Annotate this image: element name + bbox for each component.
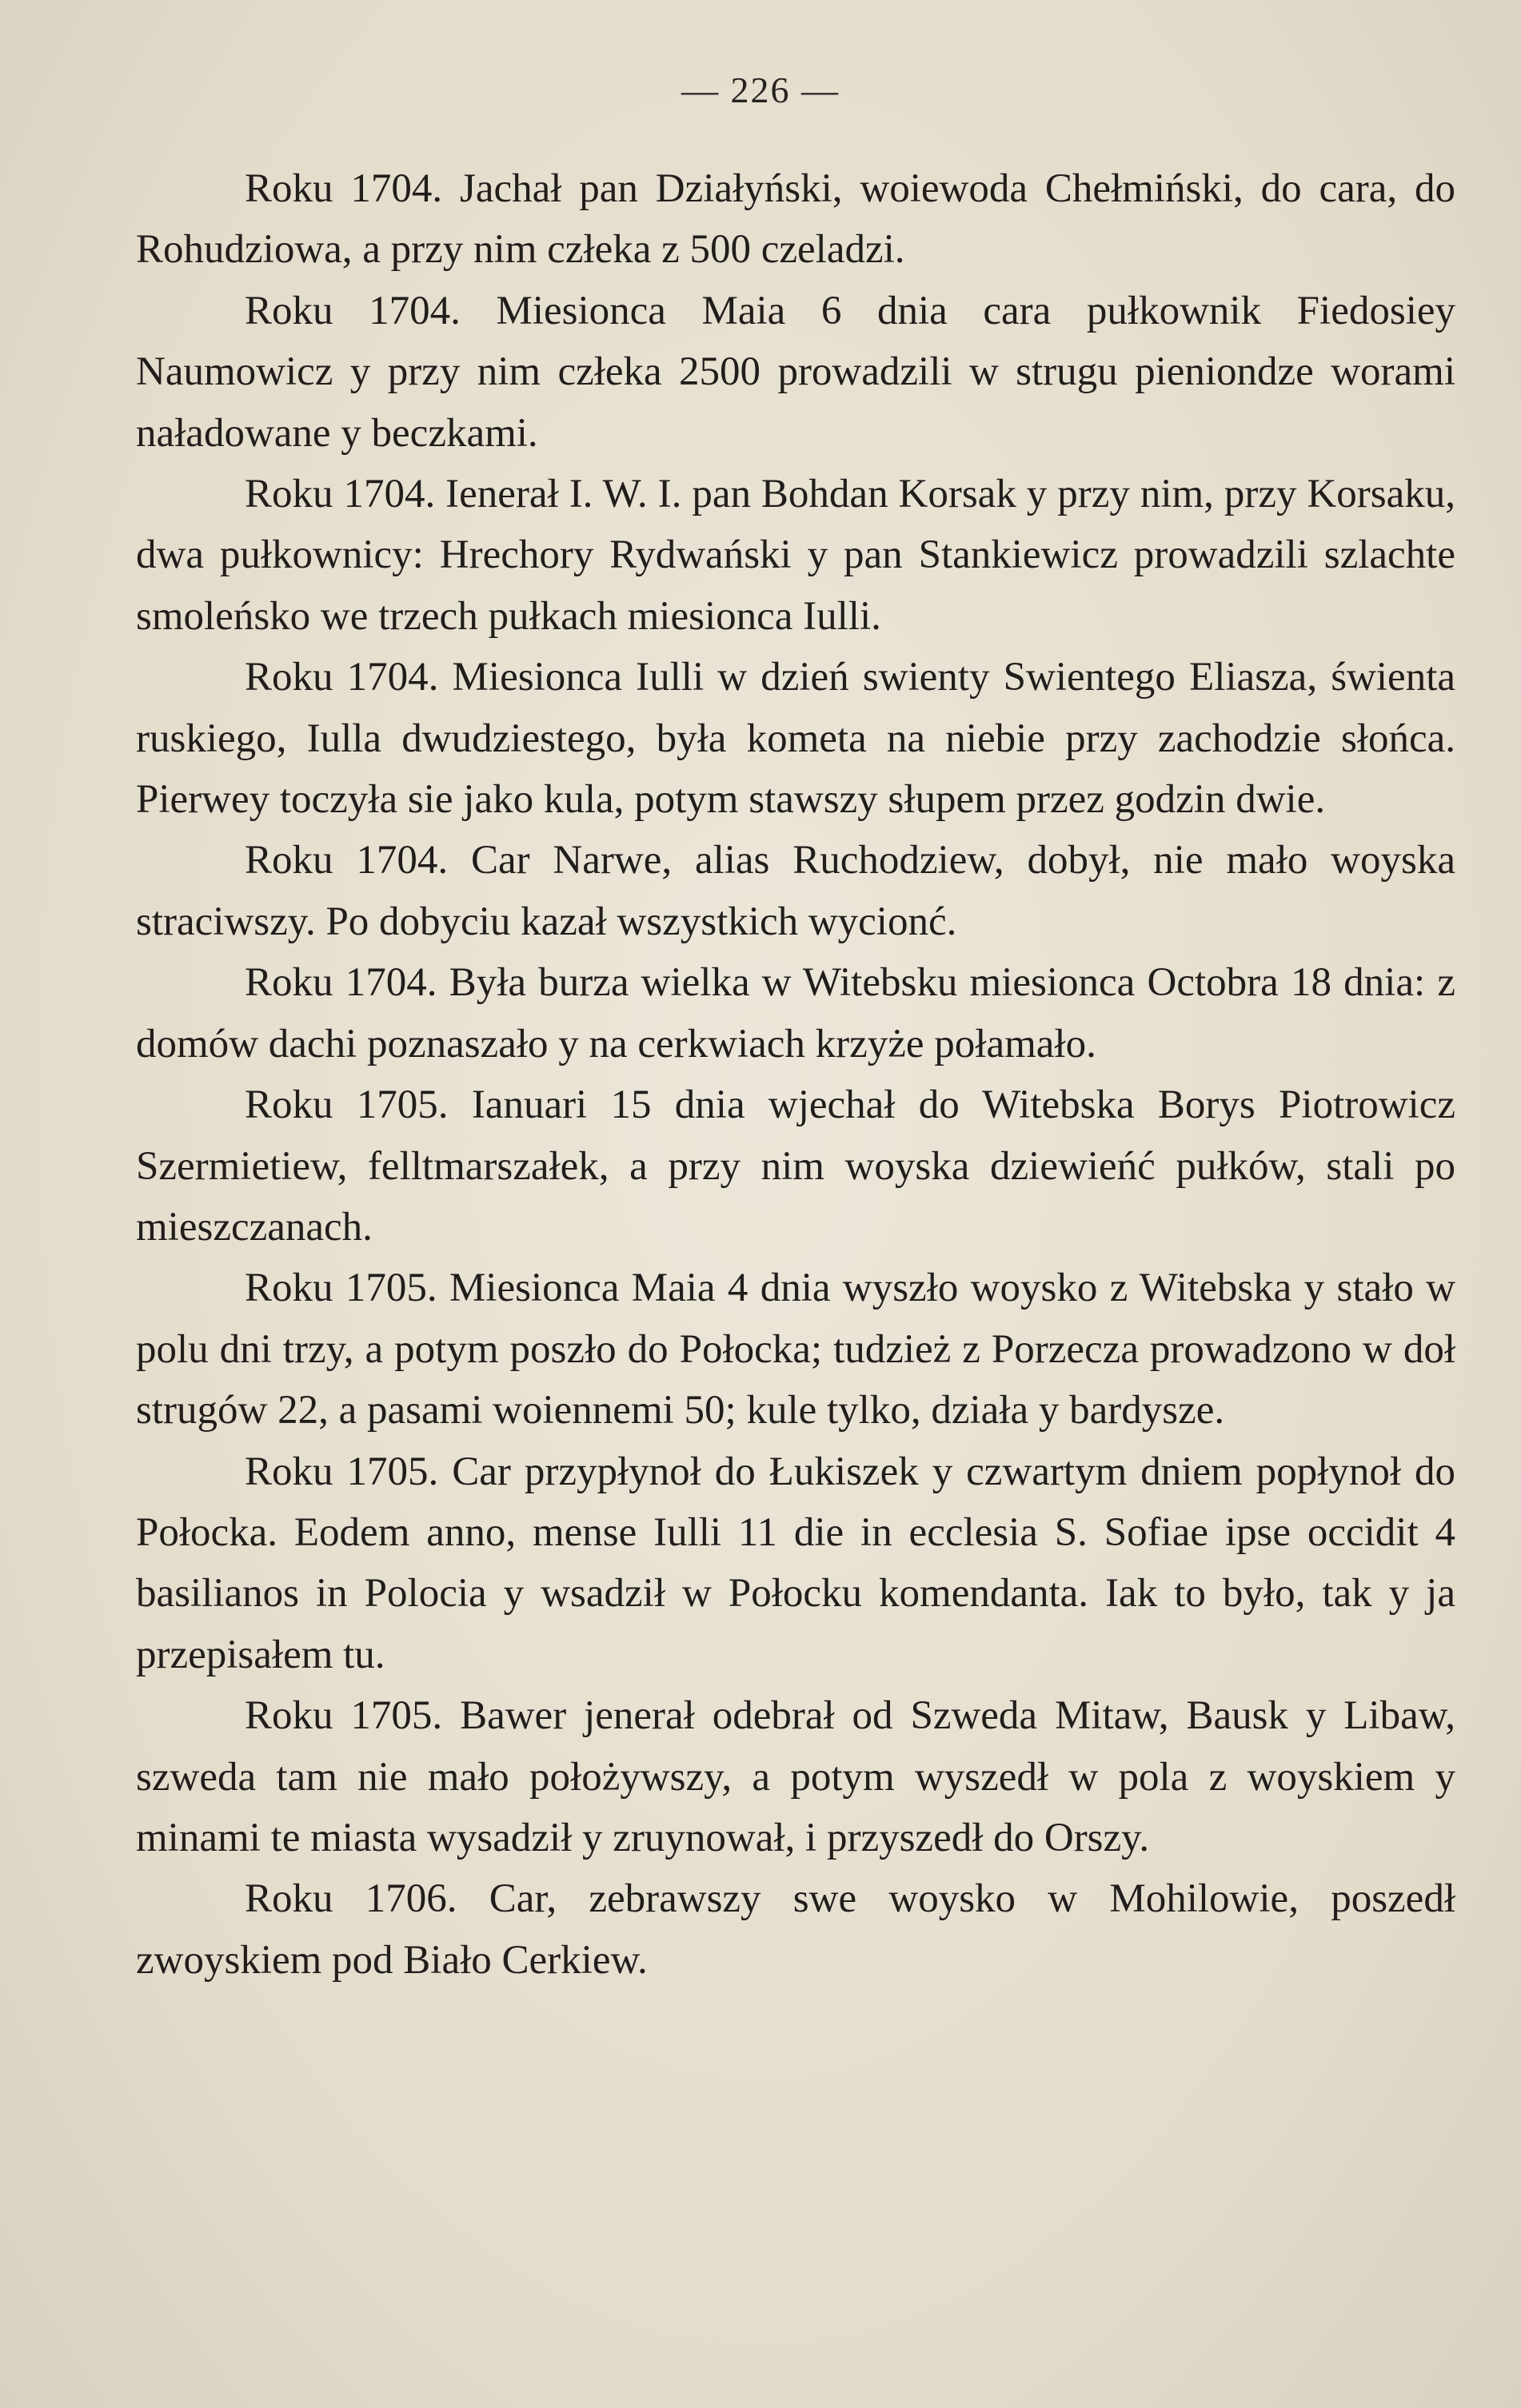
chronicle-entry: Roku 1704. Jachał pan Działyński, woiewoda Chełmiński, do cara, do Rohudziowa, a przy nim człeka z 500 czeladzi. [136, 166, 1455, 273]
chronicle-entry: Roku 1705. Car przypłynoł do Łukiszek y czwartym dniem popłynoł do Połocka. Eodem anno, mense Iulli 11 die in ecclesia S. Sofiae ipse occidit 4 basilianos in Polocia y wsadził w Połocku komendanta. Iak to było, tak y ja przepisałem tu. [136, 1449, 1455, 1677]
chronicle-entry: Roku 1705. Ianuari 15 dnia wjechał do Witebska Borys Piotrowicz Szermietiew, felltmarszałek, a przy nim woyska dziewieńć pułków, stali po mieszczanach. [136, 1082, 1455, 1250]
chronicle-entry: Roku 1704. Miesionca Iulli w dzień swienty Swientego Eliasza, świenta ruskiego, Iulla dwudziestego, była kometa na niebie przy zachodzie słońca. Pierwey toczyła sie jako kula, potym stawszy słupem przez godzin dwie. [136, 655, 1455, 823]
chronicle-entry: Roku 1704. Ienerał I. W. I. pan Bohdan Korsak y przy nim, przy Korsaku, dwa pułkownicy: Hrechory Rydwański y pan Stankiewicz prowadzili szlachte smoleńsko we trzech pułkach miesionca Iulli. [136, 472, 1455, 639]
chronicle-entry: Roku 1706. Car, zebrawszy swe woysko w Mohilowie, poszedł zwoyskiem pod Biało Cerkiew. [136, 1876, 1455, 1983]
chronicle-entry: Roku 1704. Car Narwe, alias Ruchodziew, dobył, nie mało woyska straciwszy. Po dobyciu kazał wszystkich wycionć. [136, 838, 1455, 944]
chronicle-text [136, 158, 1455, 1991]
chronicle-entry: Roku 1705. Miesionca Maia 4 dnia wyszło woysko z Witebska y stało w polu dni trzy, a potym poszło do Połocka; tudzież z Porzecza prowadzono w doł strugów 22, a pasami woiennemi 50; kule tylko, działa y bardysze. [136, 1266, 1455, 1433]
chronicle-entry: Roku 1705. Bawer jenerał odebrał od Szweda Mitaw, Bausk y Libaw, szweda tam nie mało położywszy, a potym wyszedł w pola z woyskiem y minami te miasta wysadził y zruynował, i przyszedł do Orszy. [136, 1693, 1455, 1860]
chronicle-entry: Roku 1704. Miesionca Maia 6 dnia cara pułkownik Fiedosiey Naumowicz y przy nim człeka 2500 prowadzili w strugu pieniondze worami naładowane y beczkami. [136, 288, 1455, 456]
chronicle-entry: Roku 1704. Była burza wielka w Witebsku miesionca Octobra 18 dnia: z domów dachi poznaszało y na cerkwiach krzyże połamało. [136, 960, 1455, 1066]
page-number: — 226 — [681, 70, 840, 110]
